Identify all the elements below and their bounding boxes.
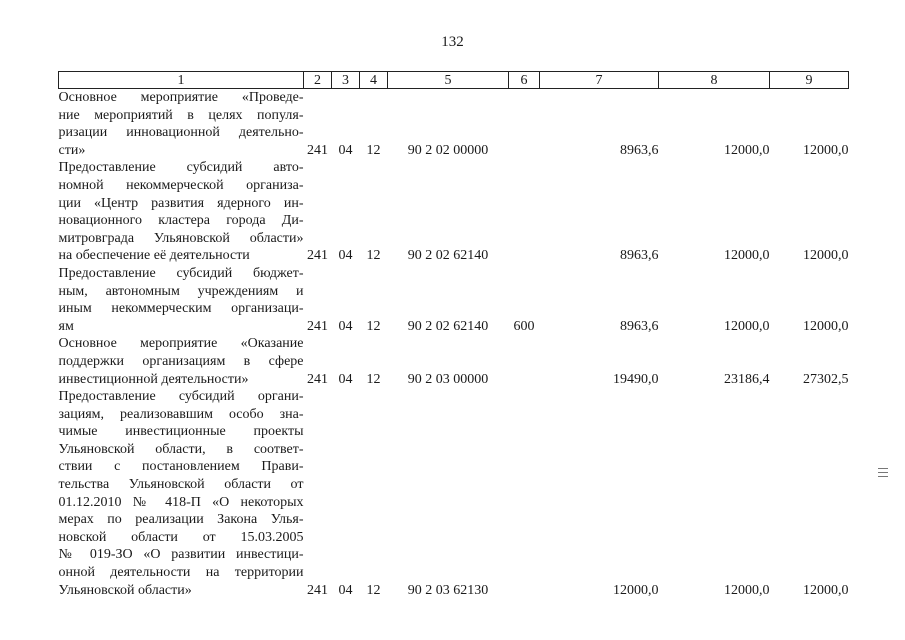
- header-col-1: 1: [59, 72, 304, 89]
- row-description: [59, 388, 304, 599]
- table-row: [59, 89, 849, 160]
- cell-col-8: 23186,4: [724, 371, 770, 387]
- header-col-8: 8: [659, 72, 770, 89]
- header-col-4: 4: [360, 72, 388, 89]
- cell-col-6: [509, 388, 540, 599]
- description-line: инвестиционной деятельности»: [58, 371, 249, 387]
- description-line: ние мероприятий в целях популя-: [58, 107, 304, 123]
- cell-col-8: 12000,0: [724, 582, 770, 598]
- cell-col-7: 19490,0: [613, 371, 659, 387]
- table-body: [59, 89, 849, 600]
- page-number: 132: [441, 34, 464, 50]
- cell-col-5: 90 2 02 62140: [407, 248, 489, 264]
- table-row: [59, 159, 849, 265]
- cell-col-7: 8963,6: [620, 318, 659, 334]
- cell-col-3: 04: [338, 371, 353, 387]
- cell-col-9: 12000,0: [803, 582, 849, 598]
- description-line: Основное мероприятие «Оказание: [58, 336, 304, 352]
- header-col-7: 7: [540, 72, 659, 89]
- cell-col-5: 90 2 03 62130: [407, 582, 489, 598]
- description-line: поддержки организациям в сфере: [58, 353, 304, 369]
- row-description: [59, 159, 304, 265]
- description-line: № 019-ЗО «О развитии инвестици-: [58, 547, 304, 563]
- cell-col-6: 600: [513, 318, 535, 334]
- description-line: ям: [58, 318, 74, 334]
- table-row: [59, 335, 849, 388]
- budget-table: [58, 71, 849, 599]
- cell-col-4: 12: [366, 248, 381, 264]
- header-col-9: 9: [770, 72, 849, 89]
- description-line: онной деятельности на территории: [58, 565, 304, 581]
- table-row: [59, 388, 849, 599]
- cell-col-3: 04: [338, 582, 353, 598]
- description-line: ным, автономным учреждениям и: [58, 283, 304, 299]
- row-description: [59, 89, 304, 160]
- description-line: Ульяновской области, в соответ-: [58, 441, 304, 457]
- cell-col-4: 12: [366, 142, 381, 158]
- description-line: Предоставление субсидий бюджет-: [58, 265, 304, 281]
- cell-col-8: 12000,0: [724, 318, 770, 334]
- cell-col-9: 27302,5: [803, 371, 849, 387]
- description-line: 01.12.2010 № 418-П «О некоторых: [58, 494, 304, 510]
- cell-col-2: 241: [307, 318, 328, 334]
- cell-col-6: [509, 335, 540, 388]
- description-line: Основное мероприятие «Проведе-: [58, 90, 304, 105]
- cell-col-5: 90 2 03 00000: [407, 371, 489, 387]
- cell-col-4: 12: [366, 582, 381, 598]
- cell-col-7: 8963,6: [620, 142, 659, 158]
- description-line: ции «Центр развития ядерного ин-: [58, 195, 304, 211]
- description-line: тельства Ульяновской области от: [58, 477, 304, 493]
- description-line: Ульяновской области»: [58, 582, 192, 598]
- cell-col-7: 12000,0: [613, 582, 659, 598]
- cell-col-2: 241: [307, 142, 328, 158]
- header-col-5: 5: [388, 72, 509, 89]
- header-col-6: 6: [509, 72, 540, 89]
- description-line: Предоставление субсидий авто-: [58, 160, 304, 176]
- description-line: ризации инновационной деятельно-: [58, 125, 304, 141]
- cell-col-6: [509, 159, 540, 265]
- scan-artifact: [878, 476, 888, 477]
- cell-col-6: [509, 89, 540, 160]
- cell-col-5: 90 2 02 62140: [407, 318, 489, 334]
- cell-col-4: 12: [366, 371, 381, 387]
- row-description: [59, 335, 304, 388]
- cell-col-4: 12: [366, 318, 381, 334]
- cell-col-3: 04: [338, 318, 353, 334]
- cell-col-2: 241: [307, 582, 328, 598]
- description-line: новационного кластера города Ди-: [58, 213, 304, 229]
- description-line: чимые инвестиционные проекты: [58, 424, 304, 440]
- header-col-2: 2: [304, 72, 332, 89]
- cell-col-3: 04: [338, 248, 353, 264]
- header-col-3: 3: [332, 72, 360, 89]
- cell-col-7: 8963,6: [620, 248, 659, 264]
- cell-col-8: 12000,0: [724, 142, 770, 158]
- description-line: новской области от 15.03.2005: [58, 529, 304, 545]
- description-line: Предоставление субсидий органи-: [58, 389, 304, 405]
- description-line: на обеспечение её деятельности: [58, 248, 250, 264]
- cell-col-9: 12000,0: [803, 248, 849, 264]
- description-line: зациям, реализовавшим особо зна-: [58, 406, 304, 422]
- cell-col-2: 241: [307, 371, 328, 387]
- scan-artifact: [878, 468, 888, 469]
- description-line: номной некоммерческой организа-: [58, 177, 304, 193]
- table-row: [59, 265, 849, 335]
- description-line: мерах по реализации Закона Улья-: [58, 512, 304, 528]
- cell-col-8: 12000,0: [724, 248, 770, 264]
- description-line: иным некоммерческим организаци-: [58, 301, 304, 317]
- header-row: [59, 72, 849, 89]
- cell-col-9: 12000,0: [803, 318, 849, 334]
- cell-col-3: 04: [338, 142, 353, 158]
- description-line: сти»: [58, 142, 86, 158]
- cell-col-2: 241: [307, 248, 328, 264]
- description-line: ствии с постановлением Прави-: [58, 459, 304, 475]
- cell-col-5: 90 2 02 00000: [407, 142, 489, 158]
- cell-col-9: 12000,0: [803, 142, 849, 158]
- row-description: [59, 265, 304, 335]
- description-line: митровграда Ульяновской области»: [58, 230, 304, 246]
- scan-artifact: [878, 472, 888, 473]
